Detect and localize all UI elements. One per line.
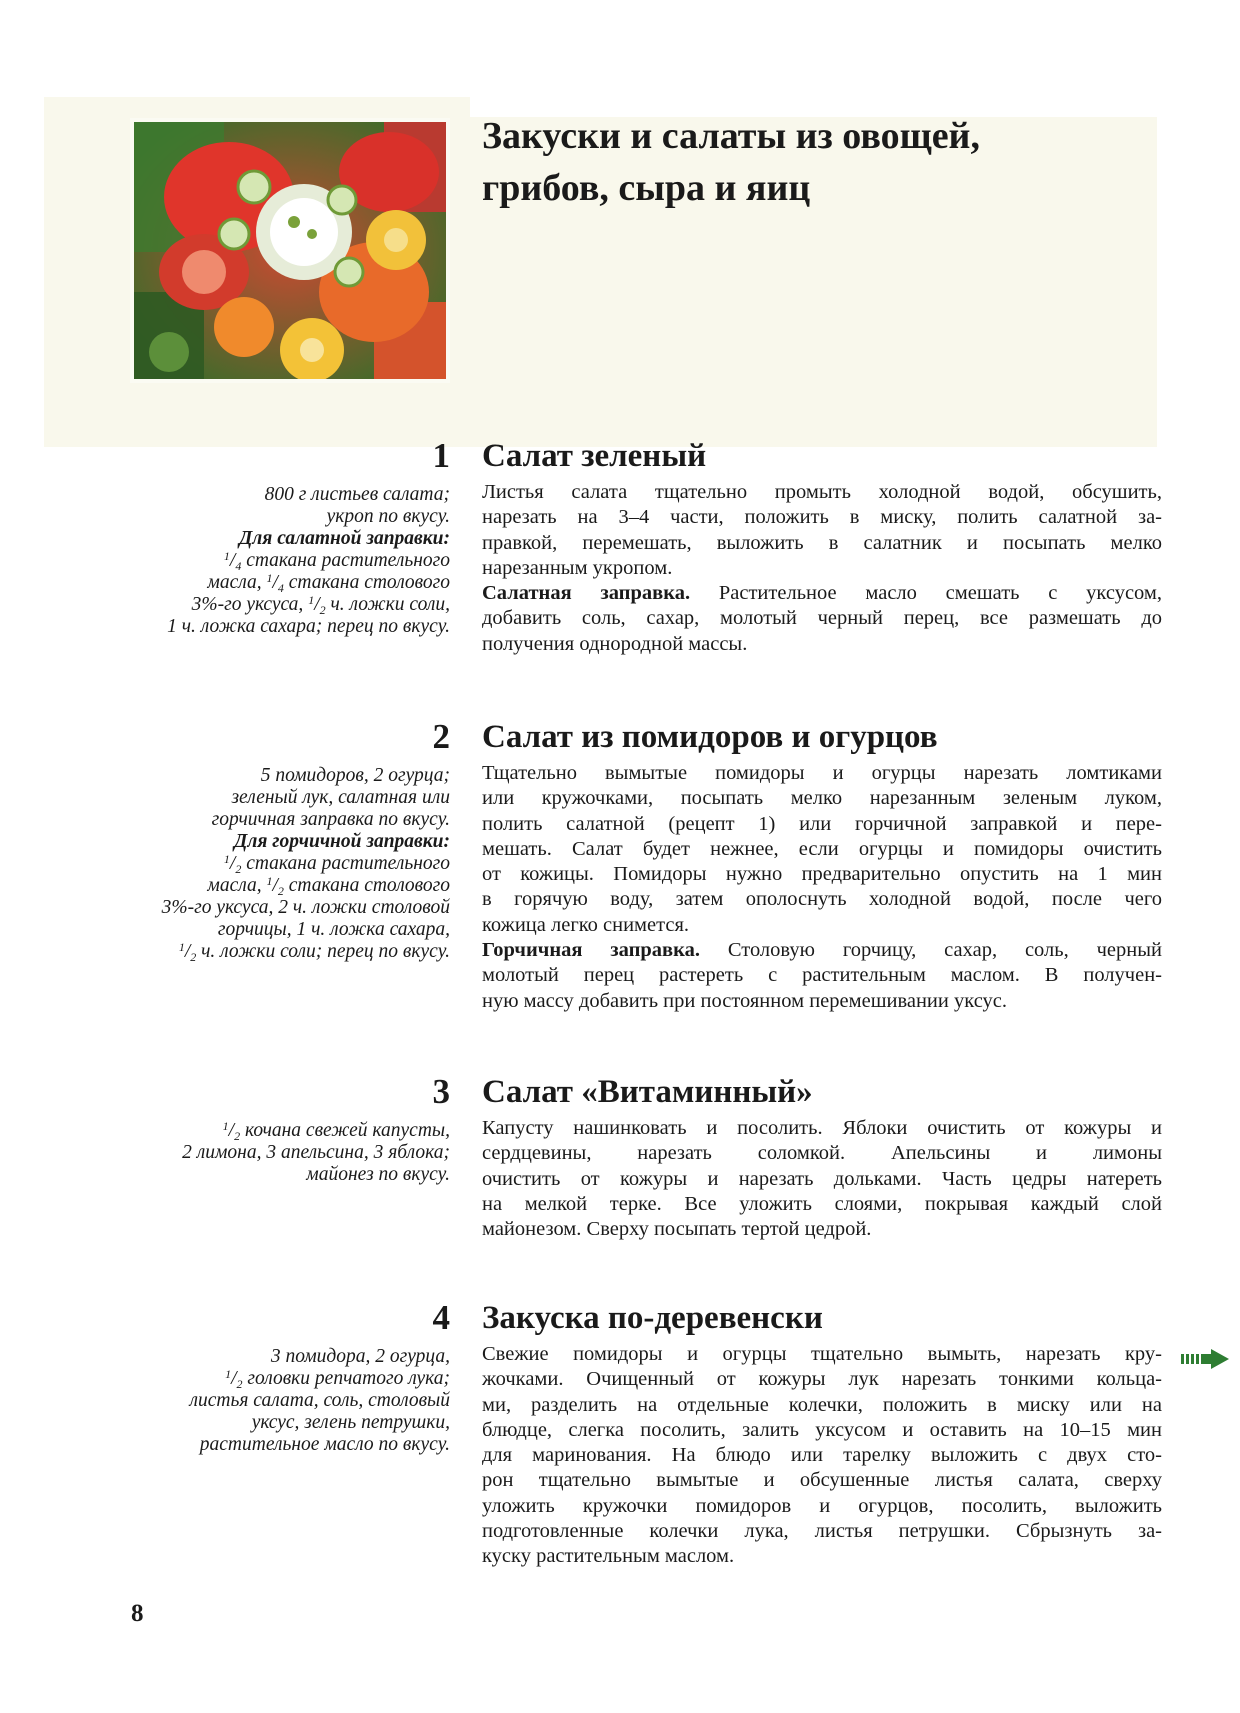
ingredient-text: стакана растительного <box>241 550 450 571</box>
chapter-title-line: Закуски и салаты из овощей, <box>482 115 980 157</box>
recipe-number: 2 <box>432 717 450 756</box>
instruction-line: куску растительным маслом. <box>482 1545 735 1568</box>
ingredient-line: $^1/_2$ ч. ложки соли; перец по вкусу. <box>178 940 450 964</box>
instruction-line: ми, разделить на отдельные колечки, положить в миску или на <box>482 1393 1162 1416</box>
instruction-line: на мелкой терке. Все уложить слоями, покрывая каждый слой <box>482 1192 1162 1215</box>
fraction-numerator: 1 <box>266 571 273 585</box>
ingredient-line: горчицы, 1 ч. ложка сахара, <box>217 919 450 940</box>
instruction-line: ную массу добавить при постоянном перемешивании уксус. <box>482 989 1008 1012</box>
ingredients-subheading: Для салатной заправки: <box>238 528 450 549</box>
ingredient-line: $^1/_2$ стакана растительного <box>223 852 450 876</box>
fraction-denominator: 2 <box>235 862 242 876</box>
instruction-line: Капусту нашинковать и посолить. Яблоки очистить от кожуры и <box>482 1117 1162 1139</box>
ingredient-line: горчичная заправка по вкусу. <box>211 809 450 830</box>
next-page-arrow-icon[interactable] <box>1181 1349 1229 1369</box>
ingredient-line: масла, $^1/_2$ стакана столового <box>207 874 450 898</box>
instruction-line: Свежие помидоры и огурцы тщательно вымыть, нарезать кру- <box>482 1343 1162 1365</box>
recipe-number: 3 <box>432 1072 450 1111</box>
page-number: 8 <box>131 1600 144 1627</box>
ingredient-line: растительное масло по вкусу. <box>199 1434 450 1455</box>
ingredient-line: зеленый лук, салатная или <box>231 787 450 808</box>
fraction-numerator: 1 <box>223 852 230 866</box>
ingredient-text: стакана растительного <box>241 853 450 874</box>
ingredient-line: укроп по вкусу. <box>326 506 450 527</box>
ingredient-line: $^1/_2$ кочана свежей капусты, <box>222 1119 450 1143</box>
ingredient-text: масла, <box>207 572 267 593</box>
instruction-text: Столовую горчицу, сахар, соль, черный <box>699 939 1162 962</box>
ingredient-line: 3%-го уксуса, $^1/_2$ ч. ложки соли, <box>191 593 450 617</box>
instruction-line: или кружочками, посыпать мелко нарезанным зеленым луком, <box>482 787 1162 810</box>
recipe-number: 1 <box>432 436 450 475</box>
recipe-instructions <box>482 480 1162 657</box>
ingredient-line: $^1/_2$ головки репчатого лука; <box>225 1367 450 1391</box>
instruction-line: рон тщательно вымытые и обсушенные листья салата, сверху <box>482 1469 1162 1492</box>
instruction-line: от кожицы. Помидоры нужно предварительно опустить на 1 мин <box>482 863 1162 886</box>
ingredient-text: кочана свежей капусты, <box>240 1120 450 1141</box>
section-label: Горчичная заправка. <box>482 939 700 962</box>
salad-image <box>134 122 446 379</box>
recipe-title: Салат «Витаминный» <box>482 1074 813 1110</box>
fraction-numerator: 1 <box>222 1119 229 1133</box>
ingredient-line: уксус, зелень петрушки, <box>251 1412 450 1433</box>
ingredient-text: 3%-го уксуса, <box>191 594 309 615</box>
instruction-line: блюдце, слегка посолить, залить уксусом и оставить на 10–15 мин <box>482 1418 1162 1441</box>
salad-photo <box>130 118 450 383</box>
ingredient-text: головки репчатого лука; <box>242 1368 450 1389</box>
instruction-line: Тщательно вымытые помидоры и огурцы нарезать ломтиками <box>482 762 1162 784</box>
ingredient-text: масла, <box>207 875 267 896</box>
recipe-instructions <box>482 761 1162 1014</box>
ingredients-subheading: Для горчичной заправки: <box>234 831 450 852</box>
fraction-denominator: 2 <box>277 884 284 898</box>
ingredient-line: 3 помидора, 2 огурца, <box>270 1346 450 1367</box>
instruction-line: мешать. Салат будет нежнее, если огурцы и помидоры очистить <box>482 837 1162 860</box>
recipe-number: 4 <box>432 1298 450 1337</box>
recipe-title: Салат зеленый <box>482 438 707 474</box>
ingredient-text: ч. ложки соли; перец по вкусу. <box>196 941 450 962</box>
fraction-numerator: 1 <box>178 940 185 954</box>
instruction-line: уложить кружочки помидоров и огурцов, посолить, выложить <box>482 1494 1162 1517</box>
ingredients-list <box>110 1120 450 1186</box>
instruction-line: нарезанным укропом. <box>482 556 673 579</box>
instruction-line: жочками. Очищенный от кожуры лук нарезать тонкими кольца- <box>482 1368 1162 1391</box>
recipe-title: Закуска по-деревенски <box>482 1300 823 1336</box>
instruction-line: получения однородной массы. <box>482 632 748 655</box>
instruction-line: молотый перец растереть с растительным маслом. В получен- <box>482 964 1162 987</box>
fraction-denominator: 4 <box>277 581 284 595</box>
fraction-denominator: 2 <box>236 1377 243 1391</box>
ingredient-line: $^1/_4$ стакана растительного <box>223 549 450 573</box>
ingredient-line: 1 ч. ложка сахара; перец по вкусу. <box>167 616 450 637</box>
instruction-line: для маринования. На блюдо или тарелку выложить с двух сто- <box>482 1444 1162 1467</box>
recipe-instructions <box>482 1116 1162 1242</box>
chapter-title-line: грибов, сыра и яиц <box>482 167 811 209</box>
fraction-denominator: 2 <box>190 950 197 964</box>
fraction-numerator: 1 <box>266 874 273 888</box>
instruction-line: полить салатной (рецепт 1) или горчичной заправкой и пере- <box>482 812 1162 835</box>
ingredients-list <box>110 1346 450 1456</box>
ingredient-line: 800 г листьев салата; <box>264 484 450 505</box>
fraction-numerator: 1 <box>225 1367 232 1381</box>
instruction-line: майонезом. Сверху посыпать тертой цедрой. <box>482 1218 872 1241</box>
ingredient-text: ч. ложки соли, <box>325 594 450 615</box>
instruction-line: Листья салата тщательно промыть холодной водой, обсушить, <box>482 481 1162 503</box>
instruction-text: Растительное масло смешать с уксусом, <box>690 582 1162 605</box>
ingredient-line: масла, $^1/_4$ стакана столового <box>207 571 450 595</box>
fraction-denominator: 2 <box>319 603 326 617</box>
ingredient-line: 2 лимона, 3 апельсина, 3 яблока; <box>182 1142 450 1163</box>
ingredient-line: 5 помидоров, 2 огурца; <box>260 765 450 786</box>
instruction-line: нарезать на 3–4 части, положить в миску, полить салатной за- <box>482 506 1162 529</box>
instruction-line: добавить соль, сахар, молотый черный перец, все размешать до <box>482 607 1162 630</box>
ingredient-line: листья салата, соль, столовый <box>189 1390 450 1411</box>
instruction-line: очистить от кожуры и нарезать дольками. Часть цедры натереть <box>482 1167 1162 1190</box>
instruction-line: правкой, перемешать, выложить в салатник и посыпать мелко <box>482 531 1162 554</box>
ingredients-list <box>110 765 450 963</box>
instruction-line: в горячую воду, затем ополоснуть холодной водой, после чего <box>482 888 1162 911</box>
recipe-instructions <box>482 1342 1162 1570</box>
section-label: Салатная заправка. <box>482 582 691 605</box>
fraction-numerator: 1 <box>223 549 230 563</box>
instruction-line: кожица легко снимется. <box>482 913 689 936</box>
instruction-line: подготовленные колечки лука, листья петрушки. Сбрызнуть за- <box>482 1520 1162 1543</box>
chapter-title <box>482 110 1122 214</box>
ingredient-text: стакана столового <box>283 875 450 896</box>
ingredient-line: 3%-го уксуса, 2 ч. ложки столовой <box>161 897 450 918</box>
fraction-denominator: 4 <box>235 559 242 573</box>
ingredients-list <box>110 484 450 638</box>
instruction-line: сердцевины, нарезать соломкой. Апельсины и лимоны <box>482 1142 1162 1165</box>
ingredient-text: стакана столового <box>283 572 450 593</box>
instruction-line <box>482 581 1162 606</box>
fraction-denominator: 2 <box>234 1129 241 1143</box>
ingredient-line: майонез по вкусу. <box>306 1164 450 1185</box>
recipe-title: Салат из помидоров и огурцов <box>482 719 938 755</box>
fraction-numerator: 1 <box>308 593 315 607</box>
instruction-line <box>482 938 1162 963</box>
